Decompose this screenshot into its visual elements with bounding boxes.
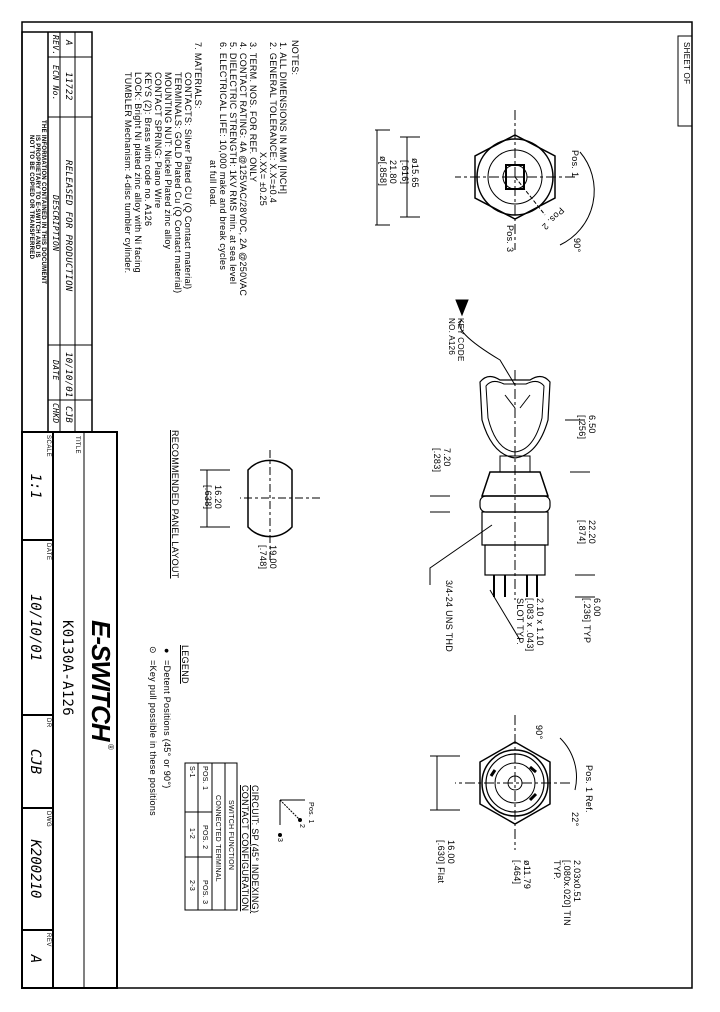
notes-heading: NOTES: xyxy=(290,40,300,76)
terminal-dimension-in: [.236] TYP xyxy=(582,598,592,644)
ecn-header: ECN No. xyxy=(51,65,60,101)
terminal-typ: TYP. xyxy=(552,860,562,881)
dwg-label: DWG xyxy=(45,811,51,828)
panel-diameter: 19.00 xyxy=(268,545,278,570)
circuit-schematic xyxy=(279,800,306,837)
scale-label: SCALE xyxy=(45,435,51,458)
panel-diameter-in: [.748] xyxy=(258,545,268,570)
detent-dot-icon: ● xyxy=(162,648,172,654)
pos2-label: Pos. 2 xyxy=(539,205,567,232)
slot-label: SLOT TYP. xyxy=(515,598,525,646)
note-line: CONTACT SPRING: Piano Wire xyxy=(153,72,163,209)
chkd-header: CHKD xyxy=(51,403,60,424)
value-pos1: S-1 xyxy=(188,766,195,778)
part-number: K0130A-A126 xyxy=(59,620,75,717)
scale-value: 1:1 xyxy=(27,473,43,499)
terminal-dimension: 6.00 xyxy=(592,598,602,617)
circuit-subtitle: CONTACT CONFIGURATION xyxy=(240,785,250,912)
angle-90: 90° xyxy=(534,725,544,740)
registered-mark: ® xyxy=(106,744,115,751)
angle-label: 90° xyxy=(572,238,582,253)
dr-value: CJB xyxy=(27,748,43,775)
panel-flat-dimension-in: [.638] xyxy=(203,485,213,510)
sheet-label: SHEET OF xyxy=(682,42,691,85)
note-line: 4. CONTACT RATING: 4A @125VAC/28VDC, 2A @250VAC xyxy=(238,42,248,297)
date-label: DATE xyxy=(45,543,51,561)
pos3-label: Pos. 3 xyxy=(505,225,515,253)
column-pos1: POS. 1 xyxy=(201,766,208,791)
schematic-pos3: 3 xyxy=(276,838,283,843)
flat-dimension: 16.00 xyxy=(446,840,456,865)
legend-title: LEGEND xyxy=(180,645,190,684)
table-header: SWITCH FUNCTION xyxy=(227,800,234,871)
legend-key-pull: =Key pull possible in these positions xyxy=(148,660,158,816)
description-header: DESCRIPTION xyxy=(51,195,60,252)
column-pos3: POS. 3 xyxy=(201,880,208,905)
rev-value: A xyxy=(27,954,43,964)
rear-diameter-in: [.464] xyxy=(512,860,522,885)
value-pos3: 2-3 xyxy=(188,880,195,892)
key-pull-icon: ⊙ xyxy=(148,646,158,654)
schematic-pos2: 2 xyxy=(298,824,305,829)
terminal-size-in: [.080x.020] TIN xyxy=(562,860,572,926)
angle-22: 22° xyxy=(570,812,580,827)
title-label: TITLE xyxy=(74,436,80,454)
table-subheader: CONNECTED TERMINAL xyxy=(214,795,221,882)
date-value: 10/10/01 xyxy=(63,352,73,398)
proprietary-line: IS PROPRIETARY TO E-SWITCH AND IS xyxy=(34,135,40,258)
value-pos2: 1-2 xyxy=(188,828,195,840)
panel-flat-dimension: 16.20 xyxy=(213,485,223,510)
thread-label: 3/4-24 UNS THD xyxy=(444,580,454,653)
note-line: KEYS (2): Brass with code no. A126 xyxy=(143,72,153,227)
e-switch-logo: E-SWITCH xyxy=(86,620,116,741)
nut-dimension-in: [.283] xyxy=(432,448,442,473)
proprietary-line: THE INFORMATION CONTAINED IN THIS DOCUMENT xyxy=(40,120,46,285)
note-line: MOUNTING NUT: Nickel Plated zinc alloy xyxy=(163,72,173,250)
dr-label: DR xyxy=(45,718,51,728)
key-code-label: KEY CODE xyxy=(456,318,465,362)
dwg-value: K200210 xyxy=(27,839,43,899)
slot-dimension-in: [.083 x .043] xyxy=(525,598,535,652)
rev-label: REV xyxy=(45,933,51,947)
note-line: TERMINALS: GOLD Plated Cu (Q Contact material) xyxy=(173,72,183,294)
across-flats-in: ø[.858] xyxy=(378,156,388,187)
panel-layout-title: RECOMMENDED PANEL LAYOUT xyxy=(170,430,180,579)
chkd-value: CJB xyxy=(63,406,73,424)
pos1-label: Pos. 1 xyxy=(570,150,580,178)
circuit-title: CIRCUIT: SP (45° INDEXING) xyxy=(250,785,260,914)
note-line: 1. ALL DIMENSIONS IN MM [INCH] xyxy=(278,42,288,195)
rev-header: REV. xyxy=(51,35,60,56)
across-flats: 21.80 xyxy=(388,160,398,185)
terminal-size: 2.03x0.51 xyxy=(572,860,582,903)
schematic-pos1: Pos. 1 xyxy=(307,802,314,824)
note-line: at full load. xyxy=(208,160,218,208)
note-line: 5. DIELECTRIC STRENGTH: 1KV RMS min. at sea level xyxy=(228,42,238,285)
date-value: 10/10/01 xyxy=(27,593,43,662)
pos-ref-label: Pos. 1 Ref. xyxy=(584,765,594,813)
body-dimension: 22.20 xyxy=(587,520,597,545)
inner-diameter-in: [.616] xyxy=(400,160,410,185)
flat-dimension-in: [.630] Flat xyxy=(436,840,446,884)
key-dimension: 6.50 xyxy=(587,415,597,434)
note-line: 6. ELECTRICAL LIFE: 10,000 make and break cycles xyxy=(218,42,228,271)
description-value: RELEASED FOR PRODUCTION xyxy=(63,160,73,292)
rev-value: A xyxy=(63,40,73,46)
rear-diameter: ø11.79 xyxy=(522,860,532,890)
note-line: LOCK: Bright Ni plated zinc alloy with Ni facing xyxy=(133,72,143,273)
legend-detent: =Detent Positions (45° or 90°) xyxy=(162,660,172,789)
inner-diameter: ø15.65 xyxy=(410,158,420,188)
note-line: TUMBLER Mechanism: 4-disc tumbler cylinder. xyxy=(123,72,133,274)
proprietary-line: NOT TO BE COPIED OR TRANSFERRED xyxy=(28,135,34,260)
key-code-number: NO. A126 xyxy=(447,318,456,356)
slot-dimension: 2.10 x 1.10 xyxy=(535,598,545,646)
date-header: DATE xyxy=(51,360,60,381)
body-dimension-in: [.874] xyxy=(577,520,587,545)
note-line: 3. TERM. NOS. FOR REF. ONLY xyxy=(248,42,258,183)
note-line: CONTACTS: Silver Plated CU (Q Contact material) xyxy=(183,72,193,290)
nut-dimension: 7.20 xyxy=(442,448,452,467)
ecn-value: 11722 xyxy=(63,72,73,101)
column-pos2: POS. 2 xyxy=(201,825,208,850)
key-dimension-in: [.256] xyxy=(577,415,587,440)
note-line: 7. MATERIALS: xyxy=(193,42,203,109)
note-line: X.XX= ±0.25 xyxy=(258,152,268,207)
note-line: 2. GENERAL TOLERANCE: X.X=±0.4 xyxy=(268,42,278,204)
rear-view xyxy=(430,715,576,850)
